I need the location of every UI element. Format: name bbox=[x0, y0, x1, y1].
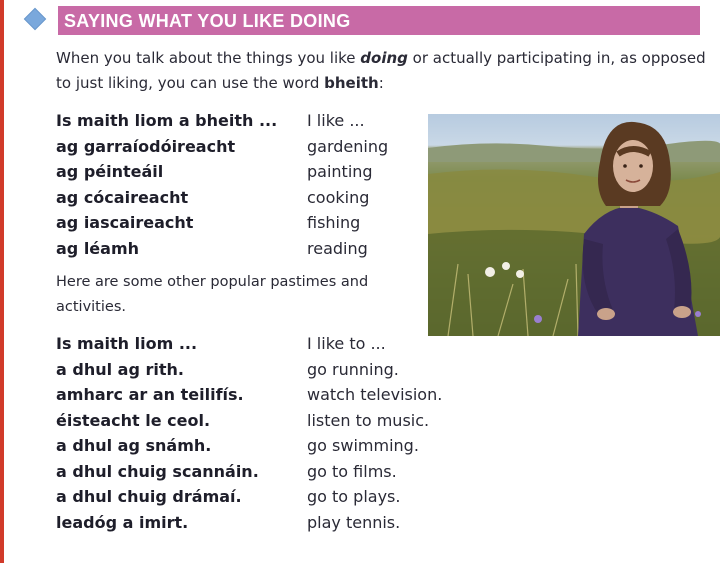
irish-phrase: leadóg a imirt. bbox=[56, 512, 189, 532]
english-translation: go running. bbox=[307, 359, 399, 379]
english-translation: go swimming. bbox=[307, 436, 419, 455]
irish-phrase: a dhul chuig drámaí. bbox=[56, 487, 242, 506]
irish-phrase: ag léamh bbox=[56, 238, 140, 258]
vocab-row bbox=[56, 134, 476, 160]
english-translation: I like ... bbox=[307, 111, 365, 130]
vocab-row bbox=[56, 185, 476, 211]
photo-woman-in-field bbox=[428, 114, 720, 336]
intro-emphasis: doing bbox=[360, 49, 408, 67]
english-translation: play tennis. bbox=[307, 512, 401, 532]
vocab-row bbox=[56, 459, 476, 485]
vocab-row bbox=[56, 484, 476, 510]
irish-phrase: ag cócaireacht bbox=[56, 187, 189, 207]
vocab-row bbox=[56, 108, 476, 134]
vocab-row bbox=[56, 510, 476, 536]
english-translation: go to films. bbox=[307, 461, 397, 481]
english-translation: watch television. bbox=[307, 385, 443, 404]
irish-phrase: Is maith liom ... bbox=[56, 334, 198, 353]
intro-text-2: or actually participating in, as opposed to just liking, you can use the word bbox=[56, 49, 706, 92]
english-translation: gardening bbox=[307, 136, 389, 156]
irish-phrase: éisteacht le ceol. bbox=[56, 410, 211, 430]
english-translation: listen to music. bbox=[307, 410, 430, 430]
vocab-row bbox=[56, 236, 476, 262]
irish-phrase: a dhul chuig scannáin. bbox=[56, 461, 259, 481]
english-translation: I like to ... bbox=[307, 334, 386, 353]
english-translation: go to plays. bbox=[307, 487, 401, 506]
irish-phrase: Is maith liom a bheith ... bbox=[56, 111, 278, 130]
irish-phrase: amharc ar an teilifís. bbox=[56, 385, 244, 404]
intro-text-3: : bbox=[378, 74, 384, 92]
mid-note: Here are some other popular pastimes and activities. bbox=[56, 274, 369, 315]
english-translation: cooking bbox=[307, 187, 370, 207]
vocab-row bbox=[56, 159, 476, 185]
vocab-list-doing bbox=[56, 108, 476, 261]
english-translation: reading bbox=[307, 238, 368, 258]
irish-phrase: a dhul ag rith. bbox=[56, 359, 184, 379]
irish-phrase: a dhul ag snámh. bbox=[56, 436, 212, 455]
english-translation: painting bbox=[307, 162, 373, 181]
vocab-row bbox=[56, 357, 476, 383]
english-translation: fishing bbox=[307, 213, 361, 232]
vocab-row bbox=[56, 408, 476, 434]
vocab-row bbox=[56, 210, 476, 236]
intro-keyword: bheith bbox=[324, 74, 379, 92]
vocab-row bbox=[56, 331, 476, 357]
vocab-list-activities bbox=[56, 331, 476, 535]
diamond-bullet-icon bbox=[24, 8, 47, 31]
left-margin-rule bbox=[0, 0, 4, 563]
section-title: SAYING WHAT YOU LIKE DOING bbox=[64, 11, 351, 31]
intro-paragraph bbox=[56, 46, 706, 96]
irish-phrase: ag garraíodóireacht bbox=[56, 136, 236, 156]
vocab-row bbox=[56, 433, 476, 459]
vocab-row bbox=[56, 382, 476, 408]
intro-text-1: When you talk about the things you like bbox=[56, 49, 361, 67]
irish-phrase: ag péinteáil bbox=[56, 162, 164, 181]
photo-illustration bbox=[428, 114, 720, 336]
irish-phrase: ag iascaireacht bbox=[56, 213, 194, 232]
